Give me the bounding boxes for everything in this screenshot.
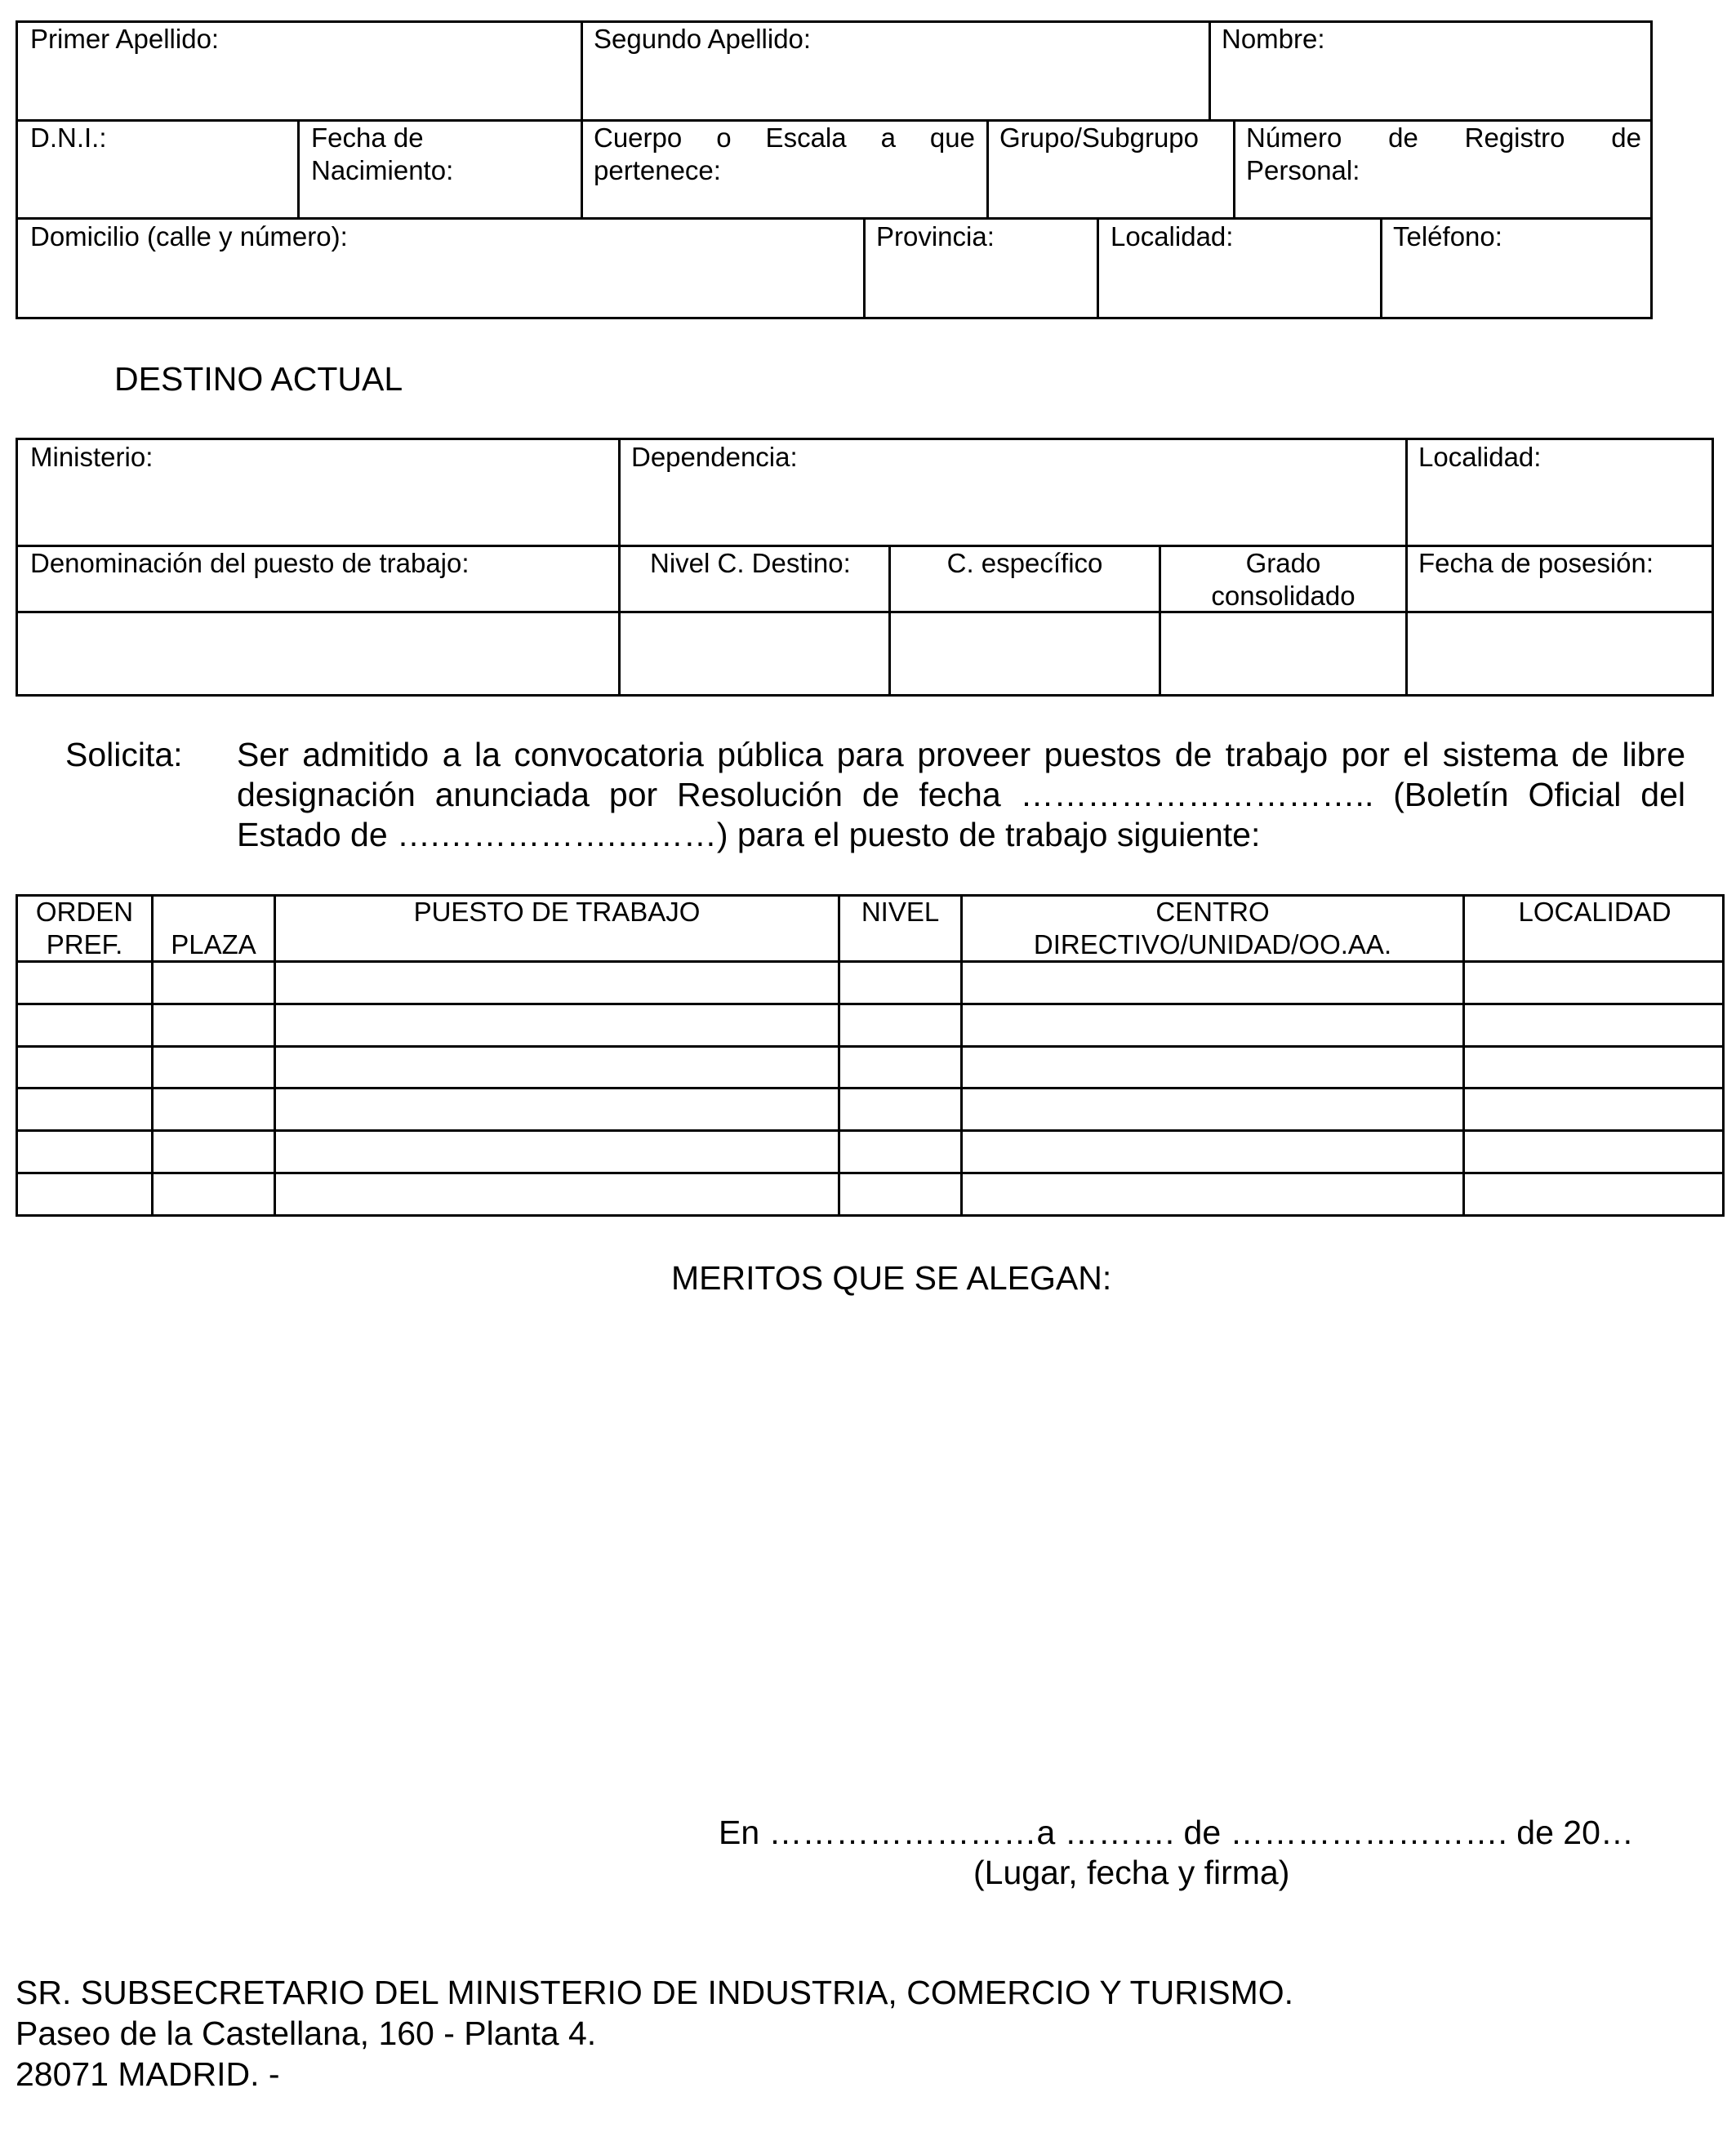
col-nivel: NIVEL [861, 897, 940, 927]
col-puesto-trabajo: PUESTO DE TRABAJO [413, 897, 701, 927]
puesto-cell-orden-pref[interactable] [20, 1092, 147, 1126]
localidad-field[interactable] [1106, 256, 1372, 314]
grado-consolidado-label-1: Grado [1245, 548, 1321, 578]
table-row-line [16, 1172, 1725, 1174]
col-orden-pref-1: ORDEN [35, 897, 134, 927]
puesto-cell-plaza[interactable] [155, 1177, 269, 1213]
solicita-line-1: Ser admitido a la convocatoria pública para proveer puestos de trabajo por el sistema de libre [237, 736, 1685, 773]
puesto-cell-centro-directivo[interactable] [964, 965, 1458, 999]
complemento-especifico-label: C. específico [946, 548, 1103, 578]
destino-localidad-field[interactable] [1414, 477, 1705, 539]
col-plaza: PLAZA [171, 929, 256, 959]
cell-divider [1209, 20, 1211, 120]
fecha-nacimiento-field[interactable] [306, 189, 572, 214]
solicita-line-3: Estado de ….…………….………) para el puesto de trabajo siguiente: [237, 816, 1261, 853]
puesto-cell-plaza[interactable] [155, 1134, 269, 1169]
puesto-cell-puesto-trabajo[interactable] [278, 1177, 834, 1213]
solicita-label: Solicita: [65, 736, 183, 773]
provincia-field[interactable] [872, 256, 1088, 314]
puesto-cell-orden-pref[interactable] [20, 1134, 147, 1169]
cuerpo-escala-label-2: pertenece: [594, 155, 721, 185]
dependencia-field[interactable] [627, 477, 1397, 539]
col-centro-directivo-1: CENTRO [1155, 897, 1270, 927]
destinatario-line-3: 28071 MADRID. - [16, 2055, 280, 2093]
puesto-cell-puesto-trabajo[interactable] [278, 1092, 834, 1126]
destino-localidad-label: Localidad: [1418, 442, 1542, 472]
dependencia-label: Dependencia: [631, 442, 798, 472]
puesto-cell-orden-pref[interactable] [20, 1177, 147, 1213]
telefono-label: Teléfono: [1393, 221, 1502, 252]
cell-divider [297, 119, 300, 218]
puesto-cell-localidad[interactable] [1467, 1134, 1720, 1169]
puesto-cell-nivel[interactable] [842, 1050, 956, 1084]
puesto-cell-localidad[interactable] [1467, 1050, 1720, 1084]
fecha-nacimiento-label-1: Fecha de [311, 122, 424, 153]
puesto-cell-centro-directivo[interactable] [964, 1092, 1458, 1126]
puesto-cell-orden-pref[interactable] [20, 965, 147, 999]
puesto-cell-centro-directivo[interactable] [964, 1050, 1458, 1084]
grado-consolidado-label-2: consolidado [1211, 581, 1355, 611]
segundo-apellido-field[interactable] [590, 59, 1200, 113]
lugar-fecha-caption: (Lugar, fecha y firma) [973, 1854, 1290, 1891]
denominacion-puesto-label: Denominación del puesto de trabajo: [30, 548, 470, 578]
cell-divider [986, 119, 989, 218]
grado-consolidado-field[interactable] [1168, 619, 1397, 691]
puesto-cell-localidad[interactable] [1467, 1092, 1720, 1126]
col-centro-directivo-2: DIRECTIVO/UNIDAD/OO.AA. [1033, 929, 1392, 959]
localidad-label: Localidad: [1111, 221, 1234, 252]
numero-registro-label-2: Personal: [1246, 155, 1360, 185]
puesto-cell-plaza[interactable] [155, 1008, 269, 1042]
destino-actual-heading: DESTINO ACTUAL [114, 360, 403, 398]
cuerpo-escala-label-1: Cuerpo o Escala a que [594, 122, 975, 153]
destinatario-line-1: SR. SUBSECRETARIO DEL MINISTERIO DE INDUSTRIA, COMERCIO Y TURISMO. [16, 1974, 1294, 2011]
puesto-cell-puesto-trabajo[interactable] [278, 1134, 834, 1169]
puesto-cell-nivel[interactable] [842, 1177, 956, 1213]
column-divider [274, 894, 276, 1217]
cuerpo-escala-field[interactable] [590, 189, 978, 214]
puesto-cell-orden-pref[interactable] [20, 1050, 147, 1084]
fecha-nacimiento-label-2: Nacimiento: [311, 155, 454, 185]
table-row-line [16, 1003, 1725, 1005]
cell-divider [581, 20, 583, 120]
domicilio-label: Domicilio (calle y número): [30, 221, 348, 252]
cell-divider [618, 438, 621, 697]
telefono-field[interactable] [1389, 256, 1644, 314]
grupo-subgrupo-field[interactable] [995, 157, 1225, 211]
table-row-line [16, 1129, 1725, 1132]
complemento-especifico-field[interactable] [897, 619, 1151, 691]
puesto-cell-localidad[interactable] [1467, 1177, 1720, 1213]
solicita-line-2: designación anunciada por Resolución de fecha ………………………….. (Boletín Oficial del [237, 776, 1685, 813]
row-divider [16, 611, 1714, 613]
puesto-cell-localidad[interactable] [1467, 1008, 1720, 1042]
table-row-line [16, 1045, 1725, 1048]
cell-divider [863, 217, 866, 319]
puesto-cell-centro-directivo[interactable] [964, 1008, 1458, 1042]
primer-apellido-field[interactable] [24, 59, 572, 113]
cell-divider [1097, 217, 1099, 319]
puesto-cell-puesto-trabajo[interactable] [278, 1050, 834, 1084]
meritos-heading: MERITOS QUE SE ALEGAN: [671, 1259, 1112, 1297]
nombre-label: Nombre: [1222, 24, 1325, 54]
puesto-cell-centro-directivo[interactable] [964, 1177, 1458, 1213]
table-row-line [16, 1087, 1725, 1089]
puesto-cell-plaza[interactable] [155, 1092, 269, 1126]
primer-apellido-label: Primer Apellido: [30, 24, 220, 54]
dni-field[interactable] [24, 157, 289, 211]
puesto-cell-plaza[interactable] [155, 1050, 269, 1084]
ministerio-label: Ministerio: [30, 442, 154, 472]
col-localidad: LOCALIDAD [1518, 897, 1671, 927]
puesto-cell-nivel[interactable] [842, 1008, 956, 1042]
denominacion-puesto-field[interactable] [24, 619, 610, 691]
provincia-label: Provincia: [876, 221, 995, 252]
nivel-destino-field[interactable] [627, 619, 880, 691]
row-divider [16, 217, 1653, 220]
destinatario-line-2: Paseo de la Castellana, 160 - Planta 4. [16, 2015, 597, 2052]
cell-divider [581, 119, 583, 218]
puesto-cell-nivel[interactable] [842, 1092, 956, 1126]
nivel-destino-label: Nivel C. Destino: [650, 548, 851, 578]
cell-divider [1233, 119, 1235, 218]
puesto-cell-puesto-trabajo[interactable] [278, 1008, 834, 1042]
grupo-subgrupo-label: Grupo/Subgrupo [999, 122, 1200, 153]
column-divider [1462, 894, 1465, 1217]
puesto-cell-orden-pref[interactable] [20, 1008, 147, 1042]
lugar-fecha-line: En ……………………a ………. de ……………………. de 20… [719, 1814, 1634, 1851]
cell-divider [1380, 217, 1382, 319]
ministerio-field[interactable] [24, 477, 610, 539]
segundo-apellido-label: Segundo Apellido: [594, 24, 812, 54]
fecha-posesion-field[interactable] [1414, 619, 1705, 691]
cell-divider [1405, 438, 1408, 697]
numero-registro-field[interactable] [1242, 189, 1644, 214]
puesto-cell-centro-directivo[interactable] [964, 1134, 1458, 1169]
domicilio-field[interactable] [24, 256, 855, 314]
puesto-cell-plaza[interactable] [155, 965, 269, 999]
fecha-posesion-label: Fecha de posesión: [1418, 548, 1654, 578]
puesto-cell-localidad[interactable] [1467, 965, 1720, 999]
dni-label: D.N.I.: [30, 122, 107, 153]
nombre-field[interactable] [1217, 59, 1644, 113]
puesto-cell-nivel[interactable] [842, 965, 956, 999]
column-divider [838, 894, 840, 1217]
puesto-cell-puesto-trabajo[interactable] [278, 965, 834, 999]
numero-registro-label-1: Número de Registro de [1246, 122, 1641, 153]
col-orden-pref-2: PREF. [46, 929, 123, 959]
puesto-cell-nivel[interactable] [842, 1134, 956, 1169]
meritos-field[interactable] [16, 1315, 1725, 1788]
